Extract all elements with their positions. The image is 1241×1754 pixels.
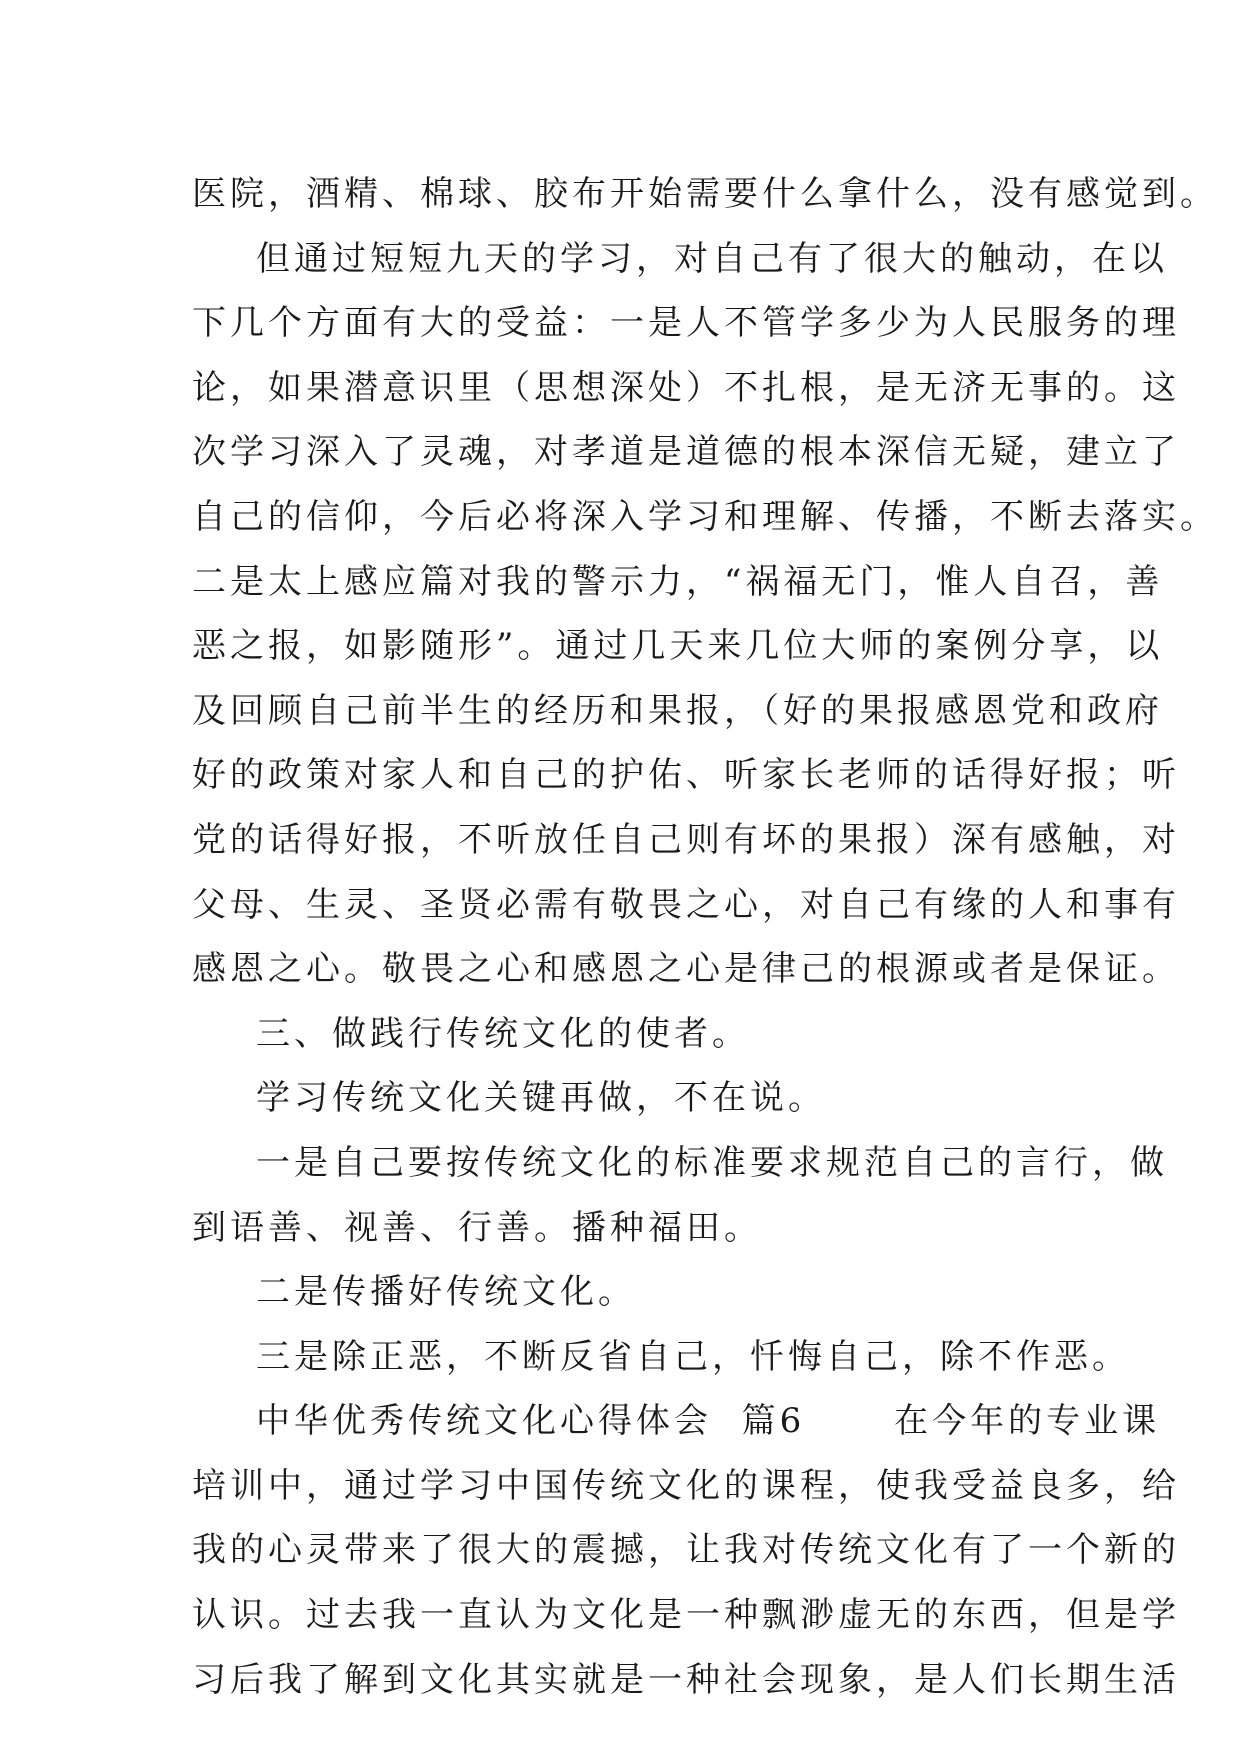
text-line: 但通过短短九天的学习，对自己有了很大的触动，在以 [256, 238, 1168, 279]
text-line: 党的话得好报，不听放任自己则有坏的果报）深有感触，对 [192, 819, 1180, 860]
text-line: 感恩之心。敬畏之心和感恩之心是律己的根源或者是保证。 [192, 949, 1180, 990]
text-line: 中华优秀传统文化心得体会 篇6 在今年的专业课 [256, 1401, 1161, 1442]
text-line: 二是传播好传统文化。 [256, 1272, 636, 1313]
text-line: 我的心灵带来了很大的震撼，让我对传统文化有了一个新的 [192, 1530, 1180, 1571]
text-line: 好的政策对家人和自己的护佑、听家长老师的话得好报；听 [192, 755, 1180, 796]
text-line: 学习传统文化关键再做，不在说。 [256, 1078, 826, 1119]
text-line: 医院，酒精、棉球、胶布开始需要什么拿什么，没有感觉到。 [192, 174, 1218, 214]
text-line: 二是太上感应篇对我的警示力，“祸福无门，惟人自召，善 [192, 561, 1164, 602]
text-line: 习后我了解到文化其实就是一种社会现象，是人们长期生活 [192, 1659, 1180, 1700]
text-line: 父母、生灵、圣贤必需有敬畏之心，对自己有缘的人和事有 [192, 884, 1180, 925]
text-line: 下几个方面有大的受益：一是人不管学多少为人民服务的理 [192, 303, 1180, 344]
text-line: 及回顾自己前半生的经历和果报，（好的果报感恩党和政府 [192, 690, 1163, 731]
text-line: 三、做践行传统文化的使者。 [256, 1013, 750, 1054]
text-line: 自己的信仰，今后必将深入学习和理解、传播，不断去落实。 [192, 496, 1218, 537]
text-line: 三是除正恶，不断反省自己，忏悔自己，除不作恶。 [256, 1336, 1130, 1377]
text-line: 培训中，通过学习中国传统文化的课程，使我受益良多，给 [192, 1465, 1180, 1506]
text-line: 次学习深入了灵魂，对孝道是道德的根本深信无疑，建立了 [192, 432, 1180, 473]
text-line: 到语善、视善、行善。播种福田。 [192, 1207, 762, 1248]
body-text [192, 162, 1218, 1712]
text-line: 一是自己要按传统文化的标准要求规范自己的言行，做 [256, 1142, 1168, 1183]
text-line: 论，如果潜意识里（思想深处）不扎根，是无济无事的。这 [192, 367, 1180, 408]
text-line: 恶之报，如影随形”。通过几天来几位大师的案例分享，以 [192, 626, 1164, 667]
text-line: 认识。过去我一直认为文化是一种飘渺虚无的东西，但是学 [192, 1595, 1180, 1636]
